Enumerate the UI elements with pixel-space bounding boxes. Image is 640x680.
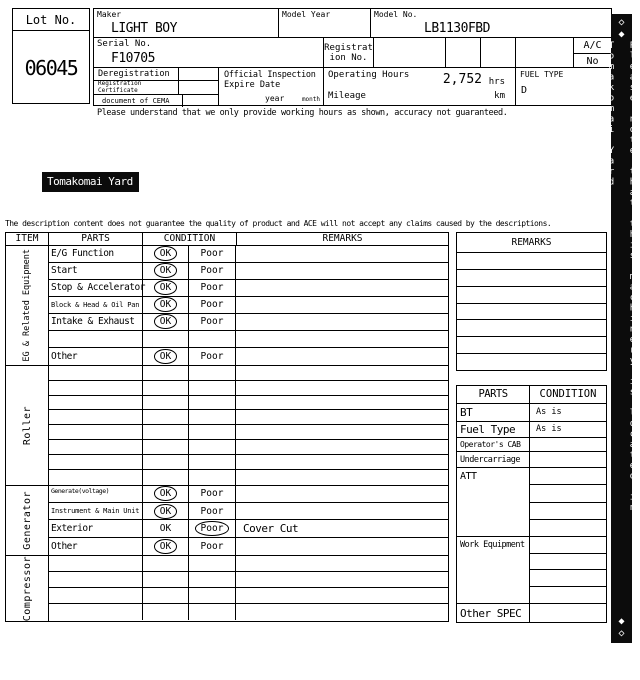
remarks-row	[457, 354, 606, 370]
side-banner-text: Please note that this machinery is located in Tomakomai Yard	[606, 41, 638, 514]
poor-mark: Poor	[200, 488, 224, 500]
spec-row	[457, 438, 606, 453]
spec-part: Operator's CAB	[457, 438, 530, 452]
remarks-row	[457, 320, 606, 337]
section-label: Compressor	[21, 555, 33, 621]
section-compressor	[6, 556, 448, 621]
spec-header-parts: PARTS	[457, 386, 530, 403]
part-row	[49, 538, 448, 555]
empty-row	[49, 556, 448, 572]
document-of-cema-label: document of CEMA	[94, 95, 183, 107]
spec-sub-cell	[530, 587, 606, 603]
lot-number-box	[12, 8, 90, 104]
poor-mark: Poor	[200, 265, 224, 277]
maker-label: Maker	[97, 10, 122, 19]
empty-row	[49, 331, 448, 348]
spec-part: Fuel Type	[457, 422, 530, 437]
empty-row	[49, 410, 448, 425]
spec-part: Other SPEC	[457, 604, 530, 622]
spec-condition: As is	[536, 407, 562, 418]
ok-mark: OK	[159, 522, 172, 534]
registration-empty-cell	[373, 37, 446, 68]
yard-badge: Tomakomai Yard	[42, 172, 139, 192]
year-label: year	[265, 94, 285, 103]
remarks-row	[457, 270, 606, 287]
ok-mark: OK	[154, 539, 177, 554]
remark-cell	[236, 314, 448, 330]
spec-row	[457, 604, 606, 622]
deregistration-row	[94, 81, 218, 94]
spec-part: BT	[457, 404, 530, 421]
part-row	[49, 520, 448, 537]
spec-sub-cell	[530, 468, 606, 485]
spec-table-header	[457, 386, 606, 404]
part-name: Start	[49, 263, 143, 279]
spec-sub-cell	[530, 570, 606, 587]
section-label: EG & Related Equipment	[22, 248, 32, 362]
poor-mark: Poor	[200, 540, 224, 552]
spec-row	[457, 404, 606, 422]
spec-row	[457, 422, 606, 438]
part-name: Instrument & Main Unit	[49, 503, 143, 519]
operating-hours-label: Operating Hours	[328, 70, 410, 80]
part-name: Other	[49, 348, 143, 365]
serial-no-label: Serial No.	[97, 39, 152, 49]
spec-part: Undercarriage	[457, 452, 530, 467]
lot-number-label: Lot No.	[13, 9, 89, 31]
operating-hours-value: 2,752	[442, 72, 482, 87]
serial-no-field	[93, 37, 324, 68]
diamond-icons-top: ◇◆	[616, 17, 627, 41]
model-year-field	[278, 8, 371, 38]
part-name: E/G Function	[49, 246, 143, 262]
model-year-label: Model Year	[282, 10, 331, 19]
remarks-panel	[456, 232, 607, 371]
maker-value: LIGHT BOY	[111, 21, 177, 36]
ok-mark: OK	[154, 349, 177, 364]
spec-row-work-equipment	[457, 537, 606, 604]
header-condition: CONDITION	[143, 233, 237, 245]
part-row	[49, 297, 448, 314]
part-row	[49, 280, 448, 297]
remarks-row	[457, 337, 606, 354]
section-eg-related-equipment	[6, 246, 448, 366]
fuel-type-field	[515, 67, 612, 106]
remark-cell	[236, 486, 448, 502]
empty-row	[49, 455, 448, 470]
remarks-row	[457, 287, 606, 304]
poor-mark: Poor	[200, 299, 224, 311]
inspection-label-line2: Expire Date	[224, 80, 281, 90]
part-row	[49, 486, 448, 503]
poor-mark: Poor	[200, 505, 224, 517]
poor-mark: Poor	[200, 350, 224, 362]
registration-no-label: Registration No.	[324, 42, 373, 63]
section-label: Generator	[21, 490, 33, 550]
remark-cell: Cover Cut	[243, 521, 299, 535]
deregistration-label: Deregistration	[94, 68, 179, 80]
working-hours-notice: Please understand that we only provide working hours as shown, accuracy not guaranteed.	[97, 108, 508, 118]
remark-cell	[236, 246, 448, 262]
deregistration-table	[93, 67, 219, 106]
diamond-icons-bottom: ◆◇	[616, 616, 627, 640]
spec-sub-cell	[530, 554, 606, 571]
lot-number-value: 06045	[24, 55, 78, 80]
registration-empty-cell	[480, 37, 516, 68]
section-label: Roller	[21, 405, 33, 445]
mileage-label: Mileage	[328, 91, 366, 101]
spec-header-condition: CONDITION	[539, 388, 597, 401]
part-name: Generate(voltage)	[51, 486, 110, 495]
inspection-label-line1: Official Inspection	[224, 70, 316, 80]
spec-sub-cell	[530, 485, 606, 502]
remarks-panel-header: REMARKS	[457, 233, 606, 253]
spec-sub-cell	[530, 520, 606, 536]
part-row	[49, 314, 448, 331]
spec-condition	[530, 604, 606, 622]
part-row	[49, 263, 448, 280]
header-item: ITEM	[6, 233, 49, 245]
part-row	[49, 246, 448, 263]
remark-cell	[236, 280, 448, 296]
registration-empty-cell	[515, 37, 574, 68]
serial-no-value: F10705	[111, 51, 155, 66]
ac-value: No	[586, 55, 599, 67]
section-generator	[6, 486, 448, 556]
remarks-row	[457, 253, 606, 270]
part-name: Block & Head & Oil Pan	[49, 297, 143, 313]
poor-mark: Poor	[195, 521, 230, 536]
poor-mark: Poor	[200, 248, 224, 260]
ok-mark: OK	[154, 504, 177, 519]
ok-mark: OK	[154, 486, 177, 501]
spec-condition	[530, 452, 606, 467]
fuel-type-label: FUEL TYPE	[520, 70, 564, 79]
spec-part: Work Equipment	[457, 537, 530, 603]
part-row	[49, 348, 448, 365]
part-name: Intake & Exhaust	[49, 314, 143, 330]
remark-cell	[236, 263, 448, 279]
spec-sub-cell	[530, 503, 606, 520]
empty-row	[49, 470, 448, 485]
inspection-table-header	[6, 233, 448, 246]
month-label: month	[301, 96, 320, 103]
spec-part: ATT	[457, 468, 530, 535]
registration-certificate-label: Registration Certificate	[94, 81, 179, 93]
spec-table	[456, 385, 607, 623]
mileage-unit: km	[494, 91, 505, 101]
empty-row	[49, 366, 448, 381]
remark-cell	[236, 348, 448, 365]
poor-mark: Poor	[200, 282, 224, 294]
section-roller	[6, 366, 448, 486]
header-remarks: REMARKS	[322, 233, 363, 245]
inspection-table	[5, 232, 449, 622]
empty-row	[49, 604, 448, 620]
header-parts: PARTS	[49, 233, 143, 245]
ok-mark: OK	[154, 314, 177, 329]
empty-row	[49, 425, 448, 440]
spec-row-att	[457, 468, 606, 536]
ac-label: A/C	[574, 38, 611, 54]
deregistration-row	[94, 95, 218, 107]
model-no-value: LB1130FBD	[424, 21, 490, 36]
operating-hours-unit: hrs	[488, 77, 505, 87]
registration-empty-cell	[445, 37, 481, 68]
empty-row	[49, 440, 448, 455]
remarks-row	[457, 304, 606, 321]
spec-condition: As is	[536, 424, 562, 435]
empty-row	[49, 588, 448, 604]
empty-row	[49, 381, 448, 396]
spec-sub-cell	[530, 537, 606, 554]
maker-field	[93, 8, 279, 38]
part-name: Exterior	[49, 520, 143, 536]
spec-condition	[530, 438, 606, 452]
empty-row	[49, 572, 448, 588]
model-no-field	[370, 8, 612, 38]
ok-mark: OK	[154, 263, 177, 278]
registration-no-field	[323, 37, 374, 68]
side-banner	[606, 14, 638, 643]
deregistration-row	[94, 68, 218, 81]
model-no-label: Model No.	[374, 10, 418, 19]
fuel-type-value: D	[521, 85, 528, 96]
ok-mark: OK	[154, 280, 177, 295]
part-row	[49, 503, 448, 520]
remark-cell	[236, 503, 448, 519]
operating-hours-field	[323, 67, 516, 106]
part-name: Stop & Accelerator	[49, 280, 143, 296]
spec-row	[457, 452, 606, 468]
remark-cell	[236, 297, 448, 313]
ok-mark: OK	[154, 246, 177, 261]
empty-row	[49, 396, 448, 411]
inspection-expire-field	[218, 67, 324, 106]
poor-mark: Poor	[200, 316, 224, 328]
remark-cell	[236, 538, 448, 555]
description-disclaimer: The description content does not guarantee the quality of product and ACE will not accept any claims caused by the descriptions.	[5, 219, 552, 228]
ok-mark: OK	[154, 297, 177, 312]
part-name: Other	[49, 538, 143, 555]
